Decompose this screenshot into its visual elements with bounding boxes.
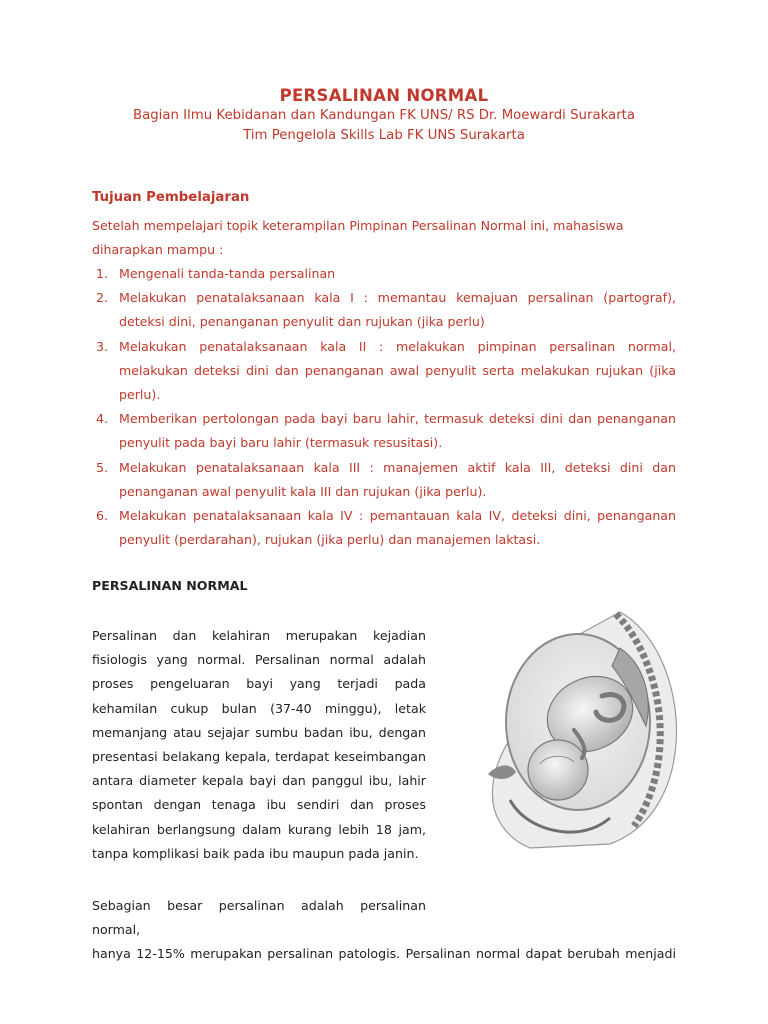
learning-objectives-intro: Setelah mempelajari topik keterampilan Pimpinan Persalinan Normal ini, mahasiswa diharapkan mampu :: [92, 218, 624, 257]
objective-number: 1.: [96, 266, 109, 281]
objective-text: Memberikan pertolongan pada bayi baru lahir, termasuk deteksi dini dan penanganan penyulit pada bayi baru lahir (termasuk resusitasi).: [119, 411, 676, 451]
objective-text: Melakukan penatalaksanaan kala III : manajemen aktif kala III, deteksi dini dan penanganan awal penyulit kala III dan rujukan (jika perlu).: [119, 459, 676, 499]
objective-text: Melakukan penatalaksanaan kala IV : pemantauan kala IV, deteksi dini, penanganan penyulit (perdarahan), rujukan (jika perlu) dan manajemen laktasi.: [119, 508, 676, 548]
paragraph-2-line-2: hanya 12-15% merupakan persalinan patologis. Persalinan normal dapat berubah menjadi: [92, 946, 676, 962]
objective-number: 4.: [96, 411, 109, 427]
objective-item: [92, 335, 676, 408]
fetus-illustration-svg: [470, 604, 682, 850]
objective-text: Mengenali tanda-tanda persalinan: [119, 266, 336, 281]
objective-text: Melakukan penatalaksanaan kala I : memantau kemajuan persalinan (partograf), deteksi dini, penanganan penyulit dan rujukan (jika perlu): [119, 290, 676, 330]
objective-item: [92, 504, 676, 552]
objective-item: [92, 286, 676, 334]
fetus-head-shape: [528, 740, 588, 800]
objective-item: [92, 456, 676, 504]
objective-number: 6.: [96, 508, 109, 524]
objective-text: Melakukan penatalaksanaan kala II : melakukan pimpinan persalinan normal, melakukan deteksi dini dan penanganan awal penyulit serta melakukan rujukan (jika perlu).: [119, 338, 676, 403]
learning-objectives-heading: Tujuan Pembelajaran: [92, 190, 250, 205]
document-subtitle-team: Tim Pengelola Skills Lab FK UNS Surakarta: [243, 128, 525, 143]
paragraph-2-line-1: Sebagian besar persalinan adalah persalinan normal,: [92, 898, 426, 938]
objective-item: [92, 262, 676, 286]
normal-labor-paragraph-2: [92, 894, 676, 967]
objective-number: 3.: [96, 338, 109, 354]
normal-labor-heading: PERSALINAN NORMAL: [92, 578, 248, 593]
document-subtitle-department: Bagian Ilmu Kebidanan dan Kandungan FK UNS/ RS Dr. Moewardi Surakarta: [132, 108, 636, 123]
objective-number: 2.: [96, 290, 109, 306]
normal-labor-paragraph-1: Persalinan dan kelahiran merupakan kejadian fisiologis yang normal. Persalinan normal adalah proses pengeluaran bayi yang terjadi pada kehamilan cukup bulan (37-40 minggu), letak memanjang atau sejajar sumbu badan ibu, dengan presentasi belakang kepala, terdapat keseimbangan antara diameter kepala bayi dan panggul ibu, lahir spontan dengan tenaga ibu sendiri dan proses kelahiran berlangsung dalam kurang lebih 18 jam, tanpa komplikasi baik pada ibu maupun pada janin.: [92, 628, 426, 861]
objective-item: [92, 407, 676, 455]
learning-objectives-list: [92, 262, 676, 552]
document-title: PERSALINAN NORMAL: [279, 86, 489, 105]
objective-number: 5.: [96, 459, 109, 475]
fetus-in-uterus-illustration: [470, 604, 682, 850]
